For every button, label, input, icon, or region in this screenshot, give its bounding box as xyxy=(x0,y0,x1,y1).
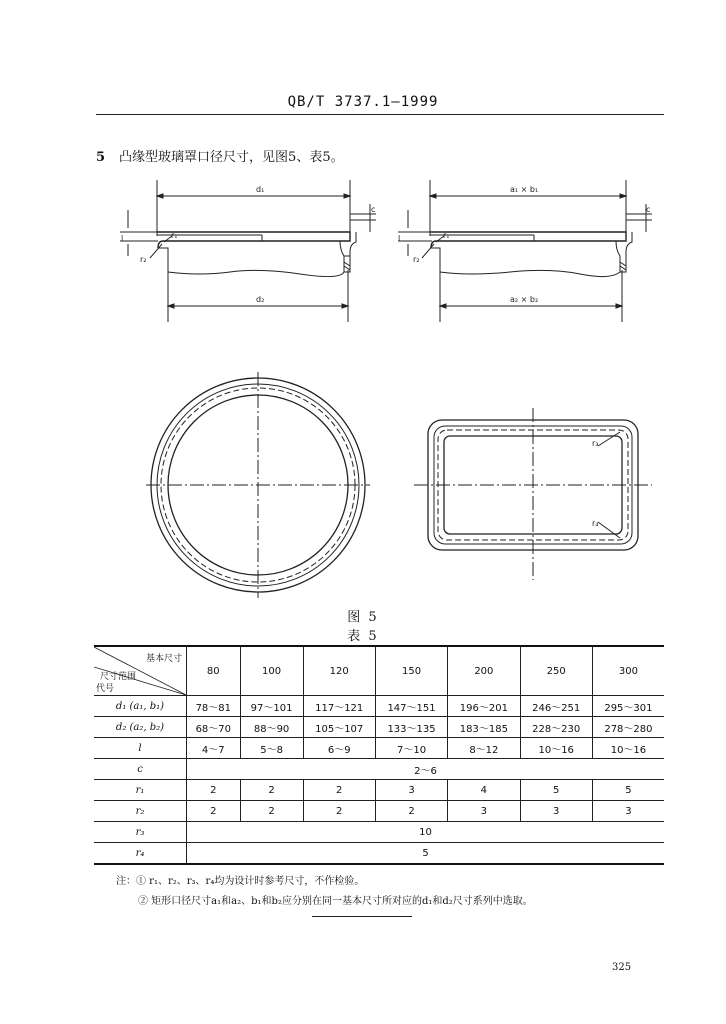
label-r2-left: r₂ xyxy=(140,255,147,264)
table-header-row xyxy=(94,646,664,696)
table-cell: 2 xyxy=(240,801,303,822)
table-corner-cell xyxy=(94,646,187,696)
column-header: 200 xyxy=(448,646,520,696)
table-cell: 7～10 xyxy=(375,738,447,759)
table-row xyxy=(94,738,664,759)
table-cell: 147～151 xyxy=(375,696,447,717)
table-cell: 88～90 xyxy=(240,717,303,738)
row-label: l xyxy=(94,738,187,759)
table-cell: 3 xyxy=(592,801,664,822)
table-cell: 10～16 xyxy=(592,738,664,759)
figure-caption: 图 5 xyxy=(347,610,379,625)
footer-rule xyxy=(312,916,412,917)
label-a2b2: a₂ × b₂ xyxy=(510,295,539,304)
label-r2-right: r₂ xyxy=(413,255,420,264)
table-row xyxy=(94,696,664,717)
table-cell-span: 10 xyxy=(187,822,665,843)
row-label: r₃ xyxy=(94,822,187,843)
dimension-table xyxy=(94,645,664,865)
label-l-right: l xyxy=(398,234,401,243)
label-d1: d₁ xyxy=(256,185,265,194)
table-cell: 5～8 xyxy=(240,738,303,759)
label-c-right: c xyxy=(646,205,651,214)
column-header: 300 xyxy=(592,646,664,696)
column-header: 150 xyxy=(375,646,447,696)
table-cell: 2 xyxy=(303,801,375,822)
table-row xyxy=(94,822,664,843)
page-number: 325 xyxy=(612,962,632,973)
circular-plan-view xyxy=(146,372,370,598)
label-r4: r₄ xyxy=(592,519,599,528)
label-d2: d₂ xyxy=(256,295,265,304)
table-notes xyxy=(116,872,533,912)
table-cell: 2 xyxy=(375,801,447,822)
table-cell: 133～135 xyxy=(375,717,447,738)
table-cell: 228～230 xyxy=(520,717,592,738)
column-header: 250 xyxy=(520,646,592,696)
table-cell-span: 5 xyxy=(187,843,665,865)
table-cell: 97～101 xyxy=(240,696,303,717)
table-cell: 10～16 xyxy=(520,738,592,759)
table-cell: 196～201 xyxy=(448,696,520,717)
table-cell: 278～280 xyxy=(592,717,664,738)
table-cell: 2 xyxy=(187,801,241,822)
table-row xyxy=(94,717,664,738)
table-cell: 183～185 xyxy=(448,717,520,738)
label-c-left: c xyxy=(371,205,376,214)
row-label: r₄ xyxy=(94,843,187,865)
section-number: 5 xyxy=(96,150,106,165)
table-row xyxy=(94,801,664,822)
corner-label-basic-size: 基本尺寸 xyxy=(145,654,182,664)
corner-label-code: 代号 xyxy=(96,684,115,694)
table-cell: 5 xyxy=(592,780,664,801)
row-label: r₁ xyxy=(94,780,187,801)
label-r3: r₃ xyxy=(592,439,599,448)
row-label: d₁ (a₁, b₁) xyxy=(94,696,187,717)
label-r1-right: r₁ xyxy=(443,231,450,240)
table-cell: 8～12 xyxy=(448,738,520,759)
column-header: 120 xyxy=(303,646,375,696)
table-cell: 3 xyxy=(375,780,447,801)
table-cell-span: 2～6 xyxy=(187,759,665,780)
table-cell: 5 xyxy=(520,780,592,801)
row-label: c xyxy=(94,759,187,780)
table-cell: 3 xyxy=(520,801,592,822)
table-cell: 117～121 xyxy=(303,696,375,717)
table-row xyxy=(94,780,664,801)
label-r1-left: r₁ xyxy=(171,231,178,240)
table-cell: 2 xyxy=(303,780,375,801)
table-cell: 6～9 xyxy=(303,738,375,759)
table-cell: 105～107 xyxy=(303,717,375,738)
column-header: 80 xyxy=(187,646,241,696)
table-row xyxy=(94,843,664,865)
table-cell: 78～81 xyxy=(187,696,241,717)
label-a1b1: a₁ × b₁ xyxy=(510,185,539,194)
table-cell: 295～301 xyxy=(592,696,664,717)
table-cell: 4～7 xyxy=(187,738,241,759)
row-label: d₂ (a₂, b₂) xyxy=(94,717,187,738)
table-cell: 2 xyxy=(187,780,241,801)
section-text: 凸缘型玻璃罩口径尺寸，见图5、表5。 xyxy=(119,150,344,165)
table-caption: 表 5 xyxy=(347,629,379,644)
page-header: QB/T 3737.1—1999 xyxy=(287,94,439,110)
circular-profile-view xyxy=(120,180,376,322)
table-cell: 3 xyxy=(448,801,520,822)
row-label: r₂ xyxy=(94,801,187,822)
table-row xyxy=(94,759,664,780)
column-header: 100 xyxy=(240,646,303,696)
note-2: ② 矩形口径尺寸a₁和a₂、b₁和b₂应分别在同一基本尺寸所对应的d₁和d₂尺寸系列中选取。 xyxy=(138,896,533,907)
label-l-left: l xyxy=(121,234,124,243)
table-cell: 4 xyxy=(448,780,520,801)
corner-label-range: 尺寸范围 xyxy=(100,672,137,682)
table-cell: 68～70 xyxy=(187,717,241,738)
table-cell: 246～251 xyxy=(520,696,592,717)
rectangular-plan-view xyxy=(414,408,652,580)
note-1: 注：① r₁、r₂、r₃、r₄均为设计时参考尺寸，不作检验。 xyxy=(116,876,365,887)
table-cell: 2 xyxy=(240,780,303,801)
